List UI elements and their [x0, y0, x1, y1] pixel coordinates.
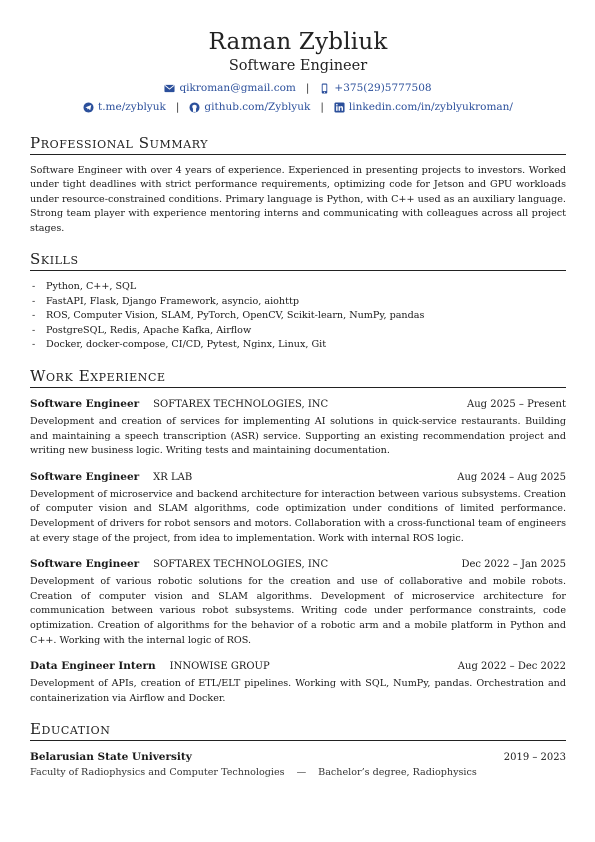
job-dates: Aug 2024 – Aug 2025	[457, 471, 566, 483]
phone-text: +375(29)5777508	[334, 82, 432, 94]
education-entry	[30, 750, 566, 780]
summary-heading: Professional Summary	[30, 134, 566, 155]
envelope-icon	[164, 83, 175, 94]
job-dates: Aug 2022 – Dec 2022	[457, 661, 566, 673]
list-item: - Docker, docker-compose, CI/CD, Pytest, Nginx, Linux, Git	[30, 338, 566, 353]
job-company: XR LAB	[153, 471, 193, 483]
job-header	[30, 470, 566, 485]
github-icon	[189, 102, 200, 113]
list-item: - PostgreSQL, Redis, Apache Kafka, Airflow	[30, 324, 566, 339]
linkedin-link[interactable]	[334, 100, 513, 114]
candidate-name: Raman Zybliuk	[208, 29, 388, 55]
job-company: SOFTAREX TECHNOLOGIES, INC	[153, 559, 329, 571]
summary-text: Software Engineer with over 4 years of experience. Experienced in presenting projects to investors. Worked under tight deadlines with strict performance requirements, optimizing code for Jetson and GPU workloads under resource-constrained conditions. Primary language is Python, with C++ used as an auxiliary language. Strong team player with experience mentoring interns and communicating with colleagues across all project stages.	[30, 165, 566, 234]
job-description: Development of APIs, creation of ETL/ELT pipelines. Working with SQL, NumPy, pandas. Orchestration and containerization via Airflow and Docker.	[30, 678, 566, 704]
education-degree: Bachelor’s degree, Radiophysics	[318, 767, 477, 779]
github-link[interactable]	[189, 100, 310, 114]
job-entry	[30, 470, 566, 546]
job-header	[30, 397, 566, 412]
job-description: Development of various robotic solutions for the creation and use of collaborative and mobile robots. Creation of computer vision and SLAM algorithms. Development of microservice architecture for communication between various robot subsystems. Writing code under performance constraints, code optimization. Creation of algorithms for the behavior of a robotic arm and a mobile platform in Python and C++. Working with the internal logic of ROS.	[30, 576, 566, 646]
job-dates: Aug 2025 – Present	[467, 399, 566, 410]
education-header	[30, 750, 566, 765]
telegram-icon	[83, 102, 94, 113]
education-school: Belarusian State University	[30, 751, 192, 764]
job-entry	[30, 557, 566, 648]
github-text: github.com/Zyblyuk	[204, 101, 311, 113]
contact-row-secondary	[30, 100, 566, 114]
job-description: Development of microservice and backend architecture for interaction between various subsystems. Creation of computer vision and SLAM algorithms, code optimization under conditions of limited performance. Development of drivers for robot sensors and motors. Collaboration with a cross-functional team of engineers at every stage of the project, from idea to implementation. Work with internal ROS logic.	[30, 488, 566, 544]
job-header	[30, 557, 566, 572]
job-description: Development and creation of services for implementing AI solutions in quick-service restaurants. Building and maintaining a speech transcription (ASR) service. Supporting an existing recommendation project and writing new business logic. Writing tests and maintaining documentation.	[30, 416, 566, 457]
linkedin-text: linkedin.com/in/zyblyukroman/	[348, 101, 513, 113]
job-title: Software Engineer	[30, 398, 140, 410]
contact-separator: |	[320, 101, 324, 113]
job-title: Software Engineer	[30, 558, 140, 571]
email-text: qikroman@gmail.com	[179, 82, 296, 94]
list-item: - FastAPI, Flask, Django Framework, asyncio, aiohttp	[30, 295, 566, 310]
list-item: - Python, C++, SQL	[30, 280, 566, 295]
job-company: INNOWISE GROUP	[169, 661, 270, 673]
candidate-role: Software Engineer	[228, 58, 368, 74]
contact-separator: |	[305, 82, 310, 94]
linkedin-icon	[334, 102, 345, 113]
education-dates: 2019 – 2023	[503, 752, 566, 764]
email-link[interactable]	[164, 81, 295, 95]
job-dates: Dec 2022 – Jan 2025	[461, 559, 566, 571]
education-heading: Education	[30, 720, 566, 741]
list-item: - ROS, Computer Vision, SLAM, PyTorch, OpenCV, Scikit-learn, NumPy, pandas	[30, 309, 566, 324]
phone-icon	[319, 83, 330, 94]
education-details	[30, 766, 566, 780]
job-entry	[30, 397, 566, 459]
job-company: SOFTAREX TECHNOLOGIES, INC	[153, 399, 329, 410]
education-dash: —	[296, 767, 307, 779]
telegram-text: t.me/zyblyuk	[98, 101, 166, 113]
contact-row-primary	[30, 81, 566, 95]
experience-heading: Work Experience	[30, 367, 566, 388]
phone-link[interactable]	[319, 81, 431, 95]
resume-page	[30, 28, 566, 780]
contact-separator: |	[175, 101, 180, 113]
skills-heading: Skills	[30, 250, 566, 271]
telegram-link[interactable]	[83, 100, 166, 114]
job-title: Data Engineer Intern	[30, 660, 156, 673]
job-title: Software Engineer	[30, 470, 140, 483]
skills-list	[30, 280, 566, 353]
job-entry	[30, 659, 566, 706]
education-faculty: Faculty of Radiophysics and Computer Technologies	[30, 767, 285, 779]
job-header	[30, 659, 566, 674]
